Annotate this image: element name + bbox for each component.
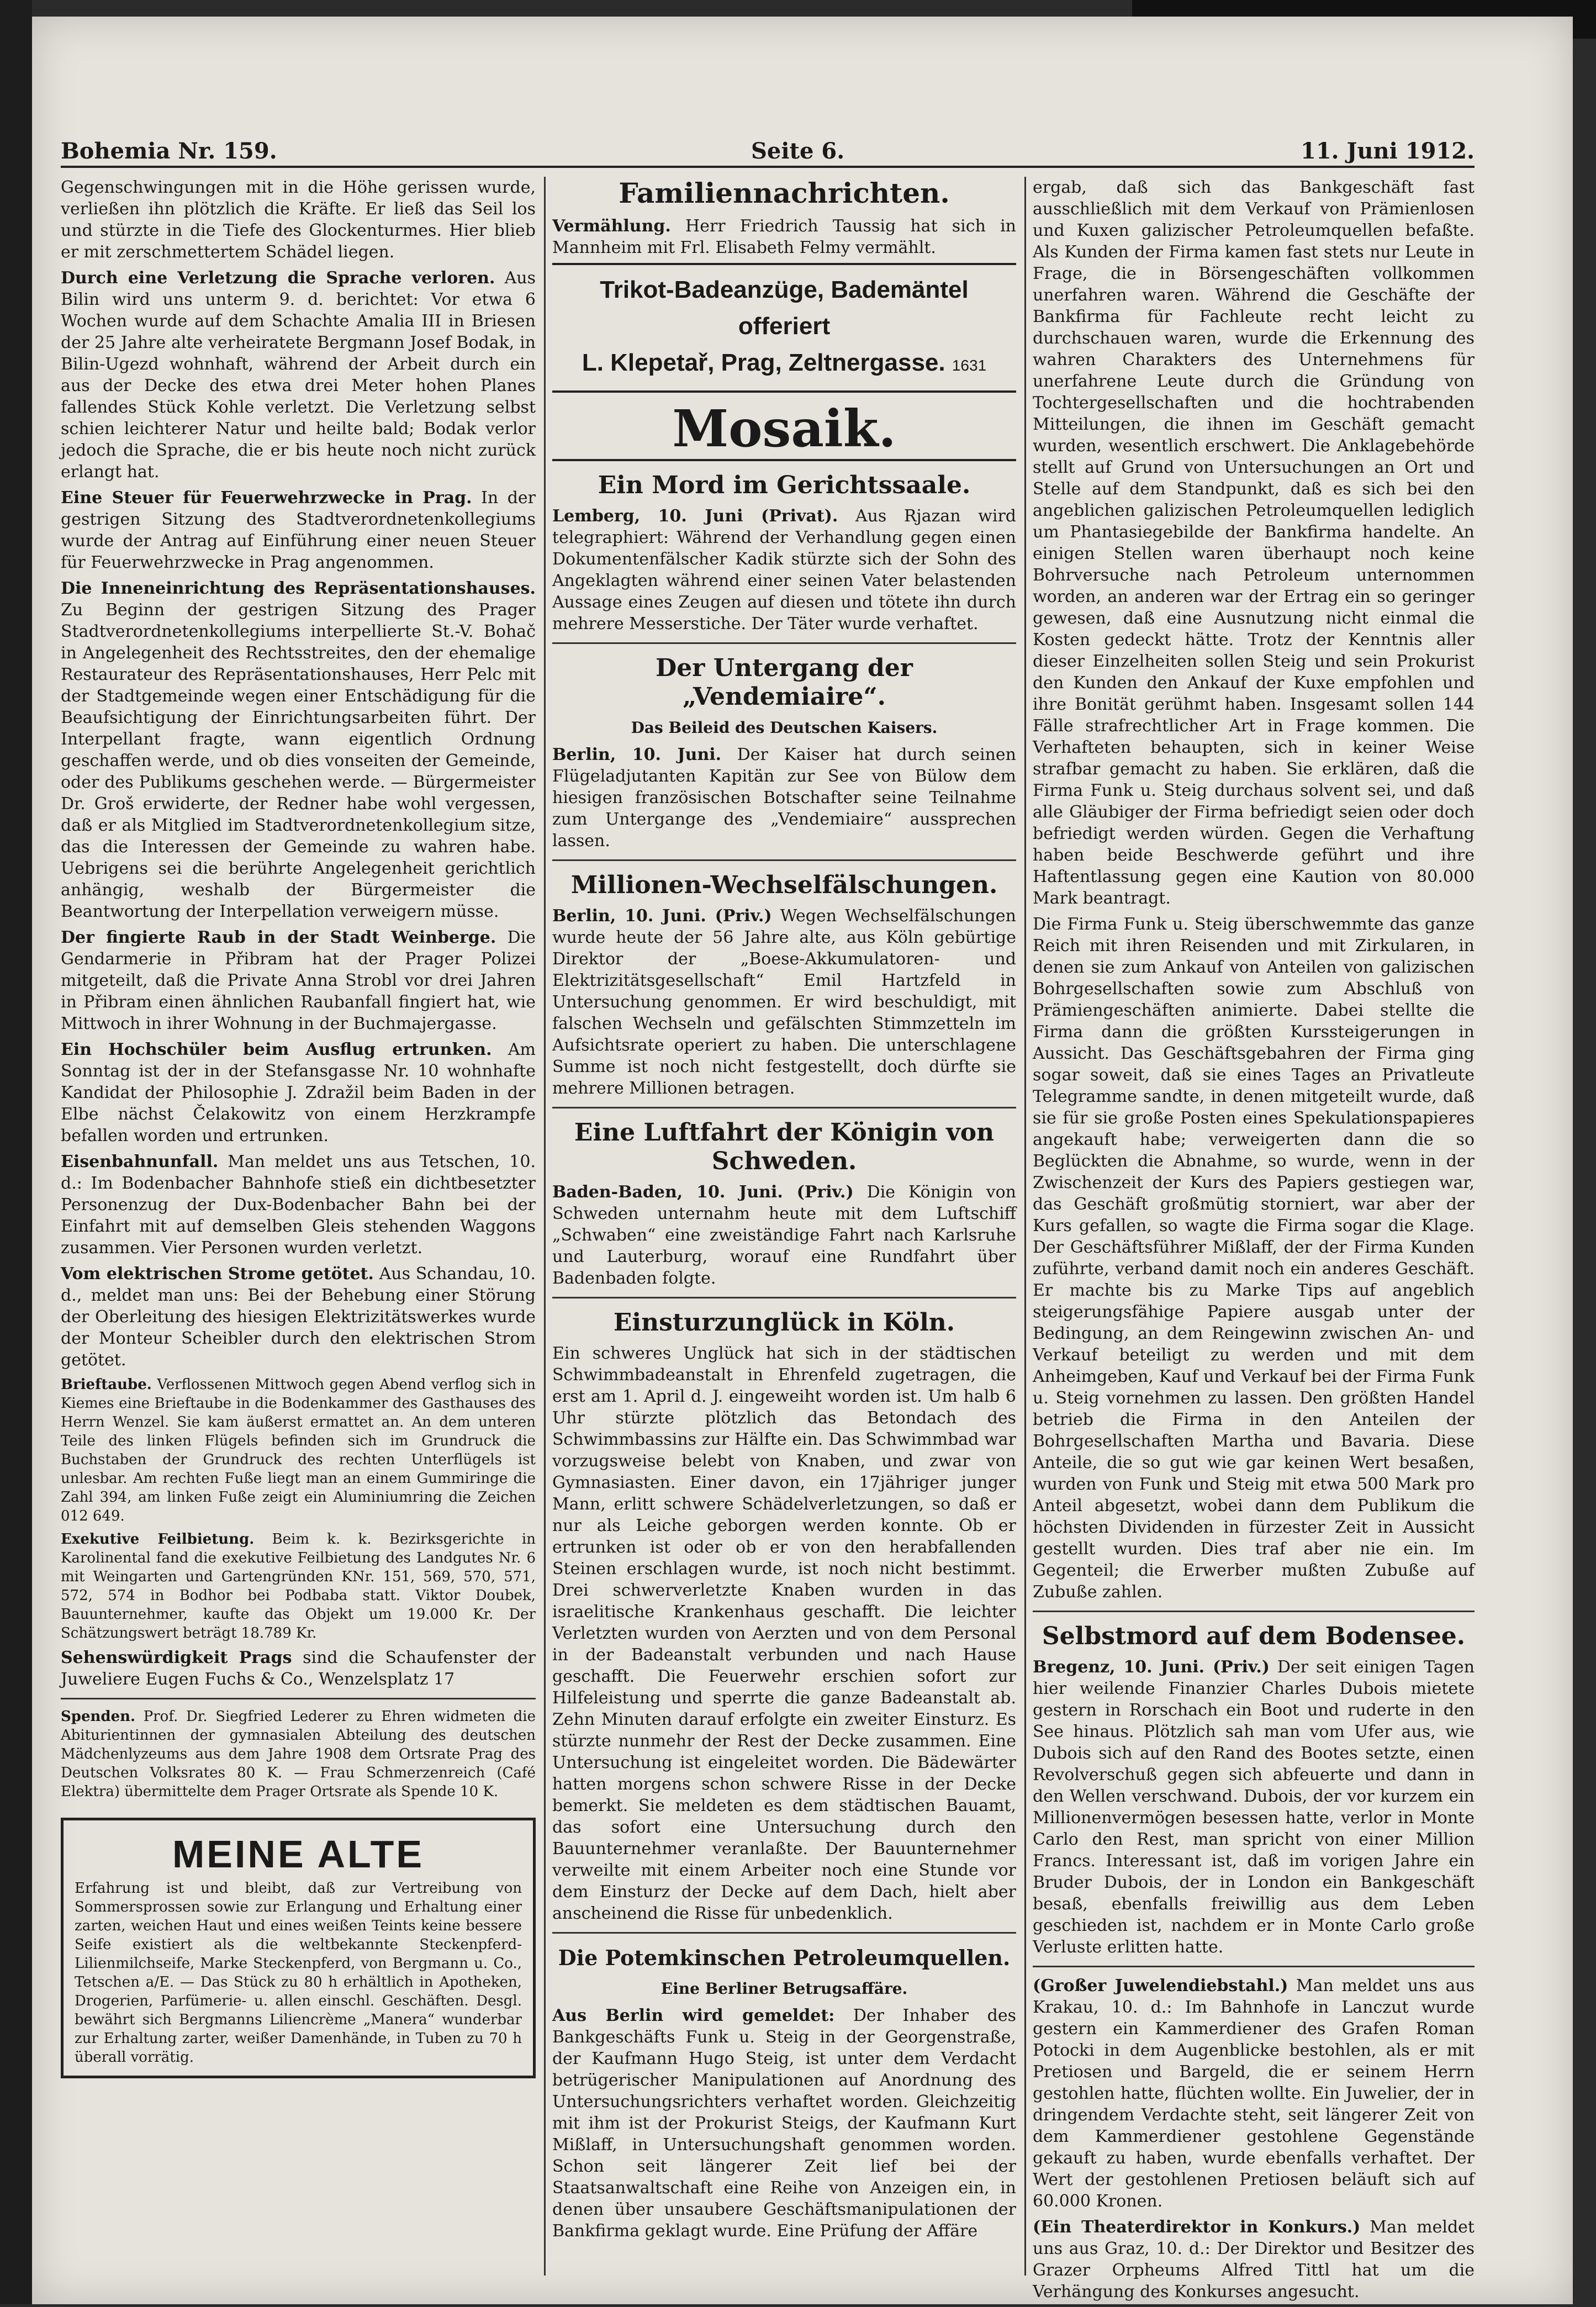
article-lead: Eine Steuer für Feuerwehrzwecke in Prag. [61,488,472,508]
article-lead: Sehenswürdigkeit Prags [61,1648,292,1667]
article-title: Die Potemkinschen Petroleumquellen. [558,1945,1011,1970]
article-text: Am Sonntag ist der in der Stefansgasse Nr. 10 wohnhafte Kandidat der Philosophie J. Zdražil beim Baden in der Elbe nächst Čelakowitz von einem Herzkrampfe befallen worden und ertrunken. [61,1040,536,1145]
article-text: Zu Beginn der gestrigen Sitzung des Prager Stadtverordnetenkollegiums interpellierte St.-V. Bohač in Angelegenheit des Rechtsstreites, den der ehemalige Restaurateur des Repräsentationshauses, Herr Pelc mit der Stadtgemeinde wegen einer Entschädigung für die Beaufsichtigung der Einrichtungsarbeiten führt. Der Interpellant fragte, wann eigentlich Ordnung geschaffen werde, und ob dies vonseiten der Gemeinde, oder des Publikums geschehen werde. — Bürgermeister Dr. Groš erwiderte, der Redner habe wohl vergessen, daß er als Mitglied im Stadtverordnetenkollegium sitze, das die Interessen der Gemeinde zu wahren habe. Uebrigens sei die berührte Angelegenheit gerichtlich anhängig, weshalb der Bürgermeister die Beantwortung der Interpellation verweigern müsse. [61,600,536,921]
scan-edge [0,0,32,2304]
article-divider [552,1297,1016,1298]
article-text: Die Königin von Schweden unternahm heute mit dem Luftschiff „Schwaben“ eine zweiständige Fahrt nach Karlsruhe und Lauterburg, worauf eine Rundfahrt über Badenbaden folgte. [552,1182,1016,1288]
article-paragraph [61,578,536,922]
article-text: In der gestrigen Sitzung des Stadtverordnetenkollegiums wurde der Antrag auf Einführung einer neuen Steuer für Feuerwehrzwecke in Prag angenommen. [61,488,536,572]
article-paragraph [61,267,536,483]
article-text: Aus Rjazan wird telegraphiert: Während der Verhandlung gegen einen Dokumentenfälscher Kadik stürzte sich der Sohn des Angeklagten während einer seinen Vater belastenden Aussage eines Zeugen auf diesen und tötete ihn durch mehrere Messerstiche. Der Täter wurde verhaftet. [552,506,1017,633]
article-paragraph [61,927,536,1034]
article-text: Beim k. k. Bezirksgerichte in Karolinental fand die exekutive Feilbietung des Landgutes Nr. 6 mit Weingarten und Gartengründen KNr. 151, 569, 570, 571, 572, 574 in Bodhor bei Podbaba statt. Viktor Doubek, Bauunternehmer, kaufte das Objekt um 19.000 Kr. Der Schätzungswert beträgt 18.789 Kr. [61,1531,536,1641]
ad-line-wrap [552,345,1016,384]
article-text: Man meldet uns aus Tetschen, 10. d.: Im Bodenbacher Bahnhofe stieß ein dichtbesetzter Personenzug der Dux-Bodenbacher Bahn bei der Einfahrt mit auf demselben Gleis stehenden Waggons zusammen. Vier Personen wurden verletzt. [61,1152,536,1258]
article-lead: Eisenbahnunfall. [61,1152,219,1171]
column-2 [552,177,1016,2246]
article-divider [1033,1611,1475,1612]
ad-number: 1631 [952,357,987,374]
article-lead: Brieftaube. [61,1376,152,1393]
newspaper-issue: Bohemia Nr. 159. [61,138,277,164]
article-lead: Exekutive Feilbietung. [61,1531,255,1548]
article-text: ergab, daß sich das Bankgeschäft fast ausschließlich mit dem Verkauf von Prämienlosen und Kuxen galizischer Petroleumquellen befaßte. Als Kunden der Firma kamen fast stets nur Leute in Frage, die in Börsengeschäften vollkommen unerfahren waren. Während die Geschäfte der Bankfirma für Fachleute recht leicht zu durchschauen waren, wurde die Erkennung des wahren Charakters des Unternehmens für unerfahrene Leute durch die Gründung von Tochtergesellschaften und die hochtrabenden Mitteilungen, die ihnen im Geschäft gemacht wurden, wesentlich erschwert. Die Anklagebehörde stellt auf Grund von Untersuchungen an Ort und Stelle auf dem Standpunkt, daß es sich bei den angeblichen galizischen Petroleumquellen lediglich um Phantasiegebilde der Bankfirma handelte. An einigen Stellen waren überhaupt noch keine Bohrversuche nach Petroleum unternommen worden, an anderen war der Ertrag ein so geringer gewesen, daß eine Ausnutzung nicht einmal die Kosten gedeckt hätte. Trotz der Kenntnis aller dieser Einzelheiten sollen Steig und sein Prokurist den Kunden den Ankauf der Kuxe empfohlen und ihre Bonität gerühmt haben. Insgesamt sollen 144 Fälle strafrechtlicher Art in Frage kommen. Die Verhafteten behaupten, sich in keiner Weise strafbar gemacht zu haben. Sie erklären, daß die Firma Funk u. Steig durchaus solvent sei, und daß alle Gläubiger der Firma befriedigt seien oder doch befriedigt werden würden. Gegen die Verhaftung haben beide Beschwerde geführt und ihre Haftentlassung gegen eine Kaution von 80.000 Mark beantragt. [1033,178,1475,908]
column-rule [544,177,546,2276]
article-lead: Die Inneneinrichtung des Repräsentationshauses. [61,579,536,598]
section-divider [61,1698,536,1699]
article-paragraph [552,905,1016,1099]
column-rule [1024,177,1026,2276]
article-text: Man meldet uns aus Graz, 10. d.: Der Direktor und Besitzer des Grazer Orpheums Alfred Tittl hat um die Verhängung des Konkurses angesucht. [1033,2218,1475,2301]
article-title: Ein Mord im Gerichtssaale. [598,471,971,499]
article-paragraph [61,1530,536,1643]
column-3 [1033,177,1475,2307]
article-paragraph [552,744,1016,852]
article-subtitle: Das Beileid des Deutschen Kaisers. [631,719,938,737]
article-lead: Lemberg, 10. Juni (Privat). [552,506,838,526]
article-text: Aus Bilin wird uns unterm 9. d. berichtet: Vor etwa 6 Wochen wurde auf dem Schachte Amalia III in Briesen der 25 Jahre alte verheiratete Bergmann Josef Bodak, in Bilin-Ugezd wohnhaft, während der Arbeit durch ein aus der Decke des etwa drei Meter hohen Planes fallendes Stück Kohle verletzt. Die Verletzung selbst schien leichterer Natur und heilte bald; Bodak verlor jedoch die Sprache, die er bis heute noch nicht zurück erlangt hat. [61,268,536,482]
article-text: Der Inhaber des Bankgeschäfts Funk u. Steig in der Georgenstraße, der Kaufmann Hugo Steig, ist unter dem Verdacht betrügerischer Manipulationen auf Anordnung des Untersuchungsrichters verhaftet worden. Gleichzeitig mit ihm ist der Prokurist Steigs, der Kaufmann Kurt Mißlaff, in Untersuchungshaft genommen worden. Schon seit längerer Zeit lief bei der Staatsanwaltschaft eine Reihe von Anzeigen ein, in denen über unsaubere Geschäftsmanipulationen der Bankfirma geklagt wurde. Eine Prüfung der Affäre [552,2006,1016,2241]
article-paragraph [61,1263,536,1371]
article-divider [552,642,1016,644]
article-text: Gegenschwingungen mit in die Höhe gerissen wurde, verließen ihn plötzlich die Kräfte. Er ließ das Seil los und stürzte in die Tiefe des Glockenturmes. Hier blieb er mit zerschmettertem Schädel liegen. [61,178,536,262]
page-header [61,133,1475,168]
advertisement-swimwear [552,263,1016,393]
article-paragraph [61,1647,536,1690]
article-paragraph [61,1039,536,1147]
article-paragraph [552,1181,1016,1289]
article-text: Ein schweres Unglück hat sich in der städtischen Schwimmbadeanstalt in Ehrenfeld zugetragen, die erst am 1. April d. J. eingeweiht worden ist. Um halb 6 Uhr stürzte plötzlich das Betondach des Schwimmbassins zur Hälfte ein. Das Schwimmbad war vorzugsweise belebt von Knaben, und zwar von Gymnasiasten. Einer davon, ein 17jähriger junger Mann, erlitt schwere Schädelverletzungen, so daß er nur als Leiche geborgen werden konnte. Ob er ertrunken ist oder ob er von den herabfallenden Steinen erschlagen wurde, ist noch nicht bestimmt. Drei schwerverletzte Knaben wurden in das israelitische Krankenhaus geschafft. Die leichter Verletzten wurden von Aerzten und von dem Personal in der Badeanstalt verbunden und nach Hause geschafft. Die Feuerwehr erschien sofort zur Hilfeleistung und sperrte die ganze Badeanstalt ab. Zehn Minuten darauf erfolgte ein zweiter Einsturz. Es stürzte nunmehr der Rest der Decke zusammen. Eine Untersuchung ist eingeleitet worden. Die Bädewärter hatten morgens schon schwere Risse in der Decke bemerkt. Sie meldeten es dem städtischen Bauamt, das sofort eine Untersuchung durch den Bauunternehmer veranlaßte. Der Bauunternehmer verweilte mit einem Arbeiter noch eine Stunde vor dem Einsturz der Decke auf dem Dach, hielt aber anscheinend die Risse für unbedenklich. [552,1344,1016,1923]
article-lead: Aus Berlin wird gemeldet: [552,2006,835,2025]
article-divider [1033,1966,1475,1967]
article-text: Wegen Wechselfälschungen wurde heute der 56 Jahre alte, aus Köln gebürtige Direktor der „Boese-Akkumulatoren- und Elektrizitätsgesellschaft“ Emil Hartzfeld in Untersuchung genommen. Er wird beschuldigt, mit falschen Wechseln und gefälschten Stimmzetteln im Aufsichtsrate operiert zu haben. Die unterschlagene Summe ist noch nicht festgestellt, doch dürfte sie mehrere Millionen betragen. [552,906,1016,1098]
advertisement-soap [61,1818,536,2078]
section-title: Familiennachrichten. [619,177,950,209]
issue-date: 11. Juni 1912. [1301,138,1475,164]
article-lead: Bregenz, 10. Juni. (Priv.) [1033,1657,1270,1677]
article-paragraph [61,1375,536,1525]
article-lead: Baden-Baden, 10. Juni. (Priv.) [552,1182,854,1202]
article-text: Herr Friedrich Taussig hat sich in Mannheim mit Frl. Elisabeth Felmy vermählt. [552,217,1016,257]
article-lead: Berlin, 10. Juni. (Priv.) [552,906,772,926]
article-lead: Durch eine Verletzung die Sprache verloren. [61,268,495,288]
article-lead: Ein Hochschüler beim Ausflug ertrunken. [61,1040,492,1059]
article-paragraph [1033,1975,1475,2212]
article-text: Die Gendarmerie in Přibram hat der Prager Polizei mitgeteilt, daß die Private Anna Strobl vor drei Jahren in Přibram einen ähnlichen Raubanfall fingiert hat, wie Mittwoch in ihrer Wohnung in der Buchmajergasse. [61,928,536,1033]
ad-line: L. Klepetař, Prag, Zeltnergasse. [582,349,945,376]
article-text: Verflossenen Mittwoch gegen Abend verflog sich in Kiemes eine Brieftaube in die Bodenkammer des Gasthauses des Herrn Wenzel. Sie kam äußerst ermattet an. An dem unteren Teile des linken Flügels befinden sich im Grundruck die Buchstaben der Grundruck des rechten Unterflügels ist unlesbar. Am rechten Fuße liegt man an einem Gummiringe die Zahl 394, am linken Fuße zeigt ein Aluminiumring die Zeichen 012 649. [61,1376,536,1524]
article-divider [552,859,1016,861]
article-title: Der Untergang der „Vendemiaire“. [656,654,913,711]
ad-line: Trikot-Badeanzüge, Bademäntel offeriert [600,276,969,340]
article-lead: Spenden. [61,1708,136,1725]
article-lead: (Großer Juwelendiebstahl.) [1033,1976,1288,1995]
column-1 [61,177,536,2078]
article-lead: (Ein Theaterdirektor in Konkurs.) [1033,2218,1361,2237]
article-title: Millionen-Wechselfälschungen. [570,871,998,899]
article-lead: Vermählung. [552,217,671,236]
article-divider [552,1932,1016,1934]
article-title: Selbstmord auf dem Bodensee. [1042,1622,1466,1650]
page-number: Seite 6. [751,138,845,164]
article-paragraph [61,1151,536,1259]
article-paragraph [61,1707,536,1801]
article-paragraph [552,505,1016,635]
article-text: Der Kaiser hat durch seinen Flügeladjutanten Kapitän zur See von Bülow dem hiesigen französischen Botschafter seine Teilnahme zum Untergange des „Vendemiaire“ aussprechen lassen. [552,745,1016,851]
article-paragraph [552,2005,1016,2242]
article-text: Aus Schandau, 10. d., meldet man uns: Bei der Behebung einer Störung der Oberleitung des hiesigen Elektrizitätswerkes wurde der Monteur Scheibler durch den elektrischen Strom getötet. [61,1264,536,1370]
ad-title: MEINE ALTE [172,1833,425,1876]
article-lead: Berlin, 10. Juni. [552,745,722,764]
article-paragraph [1033,2216,1475,2303]
article-title: Eine Luftfahrt der Königin von Schweden. [574,1118,995,1175]
article-text: Prof. Dr. Siegfried Lederer zu Ehren widmeten die Abiturientinnen der gymnasialen Abteilung des deutschen Mädchenlyzeums aus dem Jahre 1908 dem Ortsrate Prag des Deutschen Volksrates 80 K. — Frau Schmerzenreich (Café Elektra) übermittelte dem Prager Ortsrate als Spende 10 K. [61,1708,536,1800]
article-lead: Der fingierte Raub in der Stadt Weinberge. [61,928,496,947]
article-title: Einsturzunglück in Köln. [613,1308,955,1337]
article-text: Man meldet uns aus Krakau, 10. d.: Im Bahnhofe in Lanczut wurde gestern ein Kammerdiener des Grafen Roman Potocki in dem Augenblicke bestohlen, als er mit Pretiosen und Bargeld, die er seinem Herrn gestohlen hatte, flüchten wollte. Ein Juwelier, der in dringendem Verdachte steht, seit längerer Zeit von dem Kammerdiener gestohlene Gegenstände gekauft zu haben, wurde ebenfalls verhaftet. Der Wert der gestohlenen Pretiosen beläuft sich auf 60.000 Kronen. [1033,1976,1475,2211]
section-title-mosaik: Mosaik. [552,398,1016,461]
article-text: Die Firma Funk u. Steig überschwemmte das ganze Reich mit ihren Reisenden und mit Zirkularen, in denen sie zum Ankauf von Anteilen von galizischen Bohrgesellschaften sowie zum Abschluß von Prämiengeschäften animierte. Dabei stellte die Firma dann die größten Kurssteigerungen in Aussicht. Das Geschäftsgebahren der Firma ging sogar soweit, daß sie eines Tages an Privatleute Telegramme sandte, in denen mitgeteilt wurde, daß sie für sie große Posten eines Spekulationspapieres angekauft habe; verweigerten dann die so Beglückten die Abnahme, so wurde, wenn in der Zwischenzeit der Kurs des Papiers gestiegen war, das Geschäft großmütig storniert, war aber der Kurs gefallen, so wagte die Firma sogar die Klage. Der Geschäftsführer Mißlaff, der der Firma Kunden zuführte, verband damit noch ein anderes Geschäft. Er machte bis zu Marke Tips auf angeblich steigerungsfähige Papiere ausgab unter der Bedingung, an dem Reingewinn zwischen An- und Verkauf beteiligt zu werden und mit dem Anheimgeben, Kauf und Verkauf bei der Firma Funk u. Steig vornehmen zu lassen. Den größten Handel betrieb die Firma in den Anteilen der Bohrgesellschaften Martha und Bavaria. Diese Anteile, die so gut wie gar keinen Wert besaßen, wurden von Funk und Steig mit etwa 500 Mark pro Anteil abgesetzt, wobei dann dem Publikum die höchsten Dividenden in fürzester Zeit in Aussicht gestellt wurden. Dies traf aber nie ein. Im Gegenteil; die Erwerber mußten Zubuße auf Zubuße zahlen. [1033,915,1475,1602]
article-paragraph [552,215,1016,258]
article-subtitle: Eine Berliner Betrugsaffäre. [660,1979,908,1998]
article-text: Der seit einigen Tagen hier weilende Finanzier Charles Dubois mietete gestern in Rorschach ein Boot und ruderte in den See hinaus. Plötzlich sah man vom Ufer aus, wie Dubois sich auf den Rand des Bootes setzte, einen Revolverschuß gegen sich abfeuerte und dann in den Wellen verschwand. Dubois, der vor kurzem ein Millionenvermögen besessen hatte, verlor in Monte Carlo den Rest, man spricht von einer Million Francs. Interessant ist, daß im vorigen Jahre ein Bruder Dubois, der in London ein Bankgeschäft besaß, ebenfalls freiwillig aus dem Leben geschieden ist, nachdem er in Monte Carlo große Verluste erlitten hatte. [1033,1657,1475,1957]
article-divider [552,1107,1016,1108]
article-text: sind die Schaufenster der Juweliere Eugen Fuchs & Co., Wenzelsplatz 17 [61,1648,536,1689]
article-paragraph [1033,1656,1475,1958]
ad-text: Erfahrung ist und bleibt, daß zur Vertreibung von Sommersprossen sowie zur Erlangung und Erhaltung einer zarten, weichen Haut und eines weißen Teints keine bessere Seife existiert als die weltbekannte Steckenpferd-Lilienmilchseife, Marke Steckenpferd, von Bergmann u. Co., Tetschen a/E. — Das Stück zu 80 h erhältlich in Apotheken, Drogerien, Parfümerie- u. allen einschl. Geschäften. Desgl. bewährt sich Bergmanns Liliencrème „Manera“ wunderbar zur Erhaltung zarter, weißer Damenhände, in Tuben zu 70 h überall vorrätig. [75,1880,522,2066]
article-lead: Vom elektrischen Strome getötet. [61,1264,374,1284]
article-paragraph [61,487,536,573]
